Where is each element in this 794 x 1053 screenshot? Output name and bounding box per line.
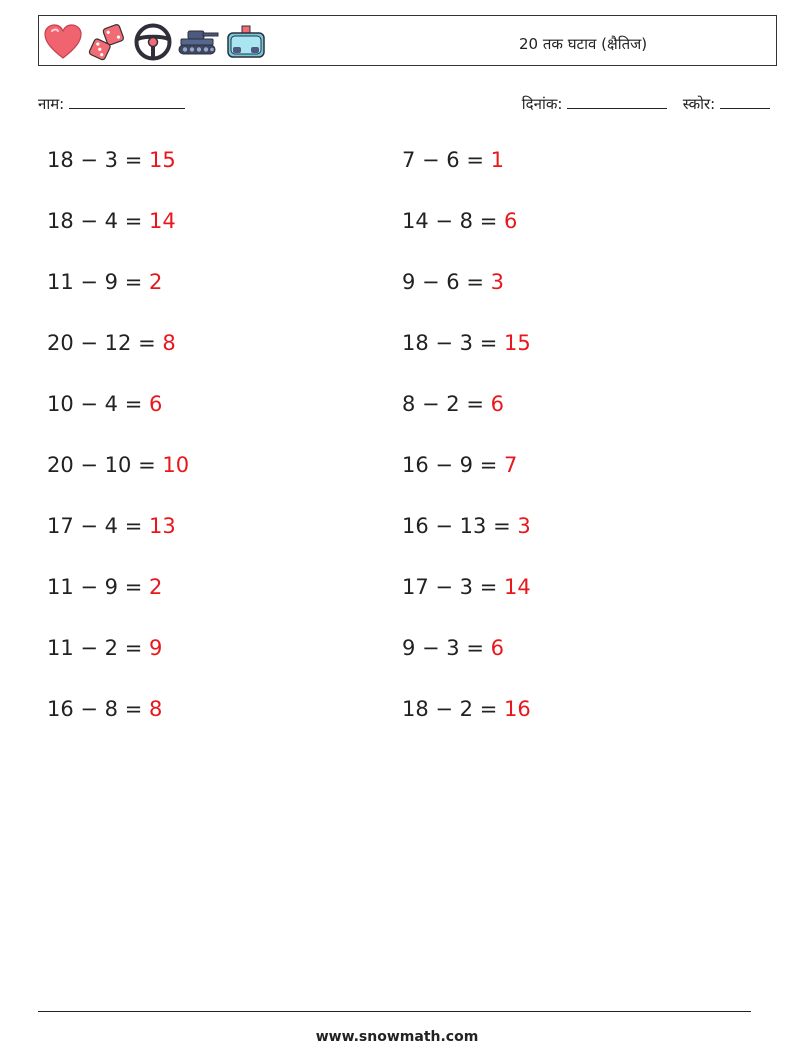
problem-question: 17 − 4 = [47, 514, 149, 538]
date-blank[interactable] [567, 94, 667, 109]
problem-question: 11 − 9 = [47, 270, 149, 294]
footer-divider [38, 1011, 751, 1012]
problem-answer: 3 [517, 514, 531, 538]
problem-question: 16 − 8 = [47, 697, 149, 721]
worksheet-title: 20 तक घटाव (क्षैतिज) [519, 35, 648, 53]
footer-site: www.snowmath.com [315, 1029, 479, 1045]
problem-item [47, 636, 162, 660]
problem-answer: 16 [503, 697, 531, 721]
problem-item [47, 453, 189, 477]
problem-answer: 6 [490, 392, 504, 416]
problem-question: 18 − 4 = [47, 209, 149, 233]
steering-wheel-icon [134, 23, 172, 61]
name-label: नाम: [38, 95, 65, 113]
header-icons [44, 22, 266, 62]
problem-question: 9 − 6 = [402, 270, 491, 294]
problem-answer: 6 [490, 636, 504, 660]
dice-icon [88, 23, 128, 61]
date-label: दिनांक: [521, 95, 563, 113]
problem-question: 17 − 3 = [402, 575, 504, 599]
problem-question: 16 − 9 = [402, 453, 504, 477]
problem-question: 11 − 2 = [47, 636, 149, 660]
problem-answer: 8 [148, 697, 163, 721]
name-blank[interactable] [69, 94, 185, 109]
problem-answer: 9 [148, 636, 163, 660]
score-blank[interactable] [720, 94, 770, 109]
heart-icon [44, 24, 82, 60]
problem-question: 10 − 4 = [47, 392, 149, 416]
problem-item [402, 392, 504, 416]
score-label: स्कोर: [682, 95, 716, 113]
problem-answer: 8 [162, 331, 176, 355]
problem-item [402, 148, 504, 172]
problem-question: 18 − 2 = [402, 697, 504, 721]
problem-question: 9 − 3 = [402, 636, 491, 660]
problem-question: 11 − 9 = [47, 575, 149, 599]
problem-answer: 2 [148, 270, 163, 294]
problem-question: 20 − 10 = [47, 453, 163, 477]
problem-question: 16 − 13 = [402, 514, 518, 538]
problem-answer: 15 [503, 331, 531, 355]
problem-question: 18 − 3 = [402, 331, 504, 355]
problem-question: 8 − 2 = [402, 392, 491, 416]
worksheet-header [38, 15, 777, 66]
problem-item [47, 209, 176, 233]
problem-answer: 3 [490, 270, 504, 294]
problem-item [47, 148, 176, 172]
problem-question: 14 − 8 = [402, 209, 504, 233]
problem-item [402, 331, 531, 355]
problem-item [402, 270, 504, 294]
problem-answer: 13 [148, 514, 176, 538]
problem-answer: 6 [503, 209, 518, 233]
problem-answer: 14 [148, 209, 176, 233]
problem-item [47, 575, 162, 599]
problem-question: 20 − 12 = [47, 331, 163, 355]
problem-answer: 10 [162, 453, 190, 477]
problem-answer: 6 [148, 392, 163, 416]
problem-item [47, 392, 162, 416]
problem-item [47, 514, 176, 538]
problem-item [402, 575, 531, 599]
problem-answer: 2 [148, 575, 163, 599]
problem-item [402, 697, 531, 721]
problem-item [47, 270, 162, 294]
problem-item [47, 697, 162, 721]
problem-question: 18 − 3 = [47, 148, 149, 172]
problem-answer: 7 [503, 453, 518, 477]
tank-icon [178, 27, 220, 57]
problem-question: 7 − 6 = [402, 148, 491, 172]
name-field [38, 94, 185, 114]
problem-answer: 1 [490, 148, 504, 172]
vr-headset-icon [226, 25, 266, 59]
problem-item [402, 453, 517, 477]
problem-item [402, 636, 504, 660]
problem-answer: 14 [503, 575, 531, 599]
problem-answer: 15 [148, 148, 176, 172]
problem-item [402, 514, 531, 538]
problem-item [402, 209, 517, 233]
date-score-fields [522, 94, 770, 114]
problem-item [47, 331, 176, 355]
